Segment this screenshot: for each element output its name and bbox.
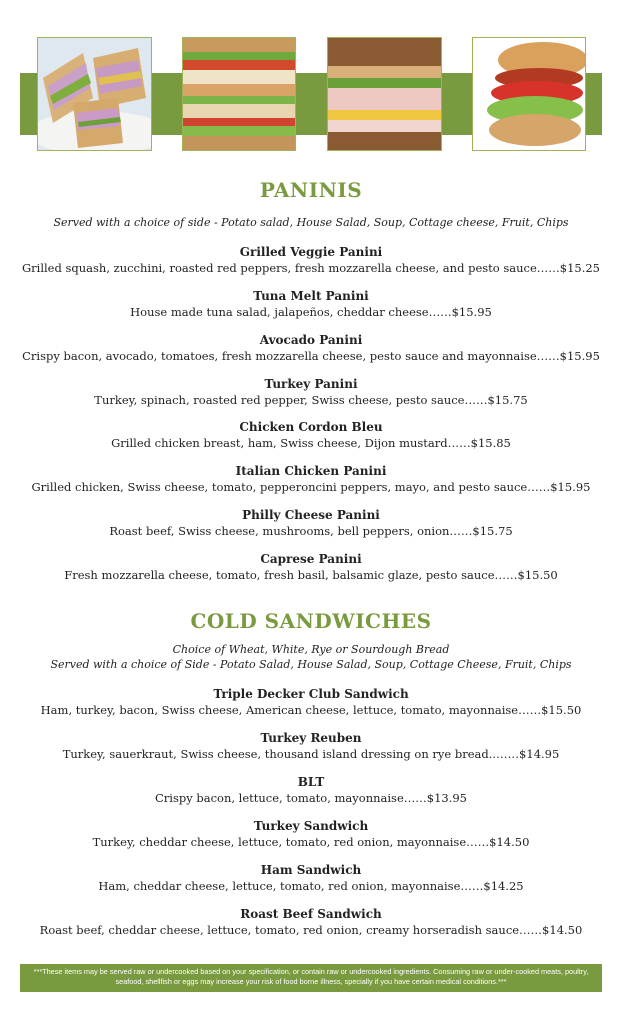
club-sandwich-photo <box>37 37 152 151</box>
turkey-stack-photo <box>182 37 296 151</box>
menu-item <box>0 552 622 583</box>
item-name: Turkey Reuben <box>260 731 362 745</box>
item-name: Triple Decker Club Sandwich <box>213 687 409 701</box>
cold-subtitle-side: Served with a choice of Side - Potato Salad, House Salad, Soup, Cottage Cheese, Fruit, Chips <box>50 658 572 671</box>
item-name: Chicken Cordon Bleu <box>239 420 383 434</box>
item-name: Tuna Melt Panini <box>253 289 369 303</box>
menu-item <box>0 907 622 938</box>
blt-photo <box>472 37 586 151</box>
ham-cheese-photo <box>327 37 442 151</box>
item-name: Avocado Panini <box>259 333 363 347</box>
menu-item <box>0 819 622 850</box>
item-desc: Turkey, spinach, roasted red pepper, Swiss cheese, pesto sauce……$15.75 <box>94 393 528 407</box>
item-desc: Grilled chicken breast, ham, Swiss cheese, Dijon mustard……$15.85 <box>111 436 511 450</box>
menu-item <box>0 420 622 451</box>
item-name: Roast Beef Sandwich <box>240 907 382 921</box>
paninis-title: PANINIS <box>259 178 363 202</box>
item-desc: Roast beef, Swiss cheese, mushrooms, bell peppers, onion……$15.75 <box>109 524 513 538</box>
item-desc: Ham, turkey, bacon, Swiss cheese, American cheese, lettuce, tomato, mayonnaise……$15.50 <box>40 703 582 717</box>
item-desc: Grilled chicken, Swiss cheese, tomato, pepperoncini peppers, mayo, and pesto sauce……$15.95 <box>31 480 591 494</box>
item-desc: Turkey, sauerkraut, Swiss cheese, thousand island dressing on rye bread..……$14.95 <box>62 747 560 761</box>
menu-item <box>0 333 622 364</box>
menu-item <box>0 863 622 894</box>
item-desc: Crispy bacon, avocado, tomatoes, fresh mozzarella cheese, pesto sauce and mayonnaise……$15.95 <box>22 349 600 363</box>
menu-item <box>0 245 622 276</box>
footer-disclaimer <box>20 964 602 992</box>
item-desc: Turkey, cheddar cheese, lettuce, tomato, red onion, mayonnaise……$14.50 <box>92 835 530 849</box>
item-name: BLT <box>297 775 325 789</box>
item-desc: Roast beef, cheddar cheese, lettuce, tomato, red onion, creamy horseradish sauce……$14.50 <box>39 923 583 937</box>
menu-item <box>0 377 622 408</box>
item-desc: Ham, cheddar cheese, lettuce, tomato, red onion, mayonnaise……$14.25 <box>98 879 524 893</box>
item-desc: Fresh mozzarella cheese, tomato, fresh basil, balsamic glaze, pesto sauce……$15.50 <box>64 568 558 582</box>
menu-item <box>0 508 622 539</box>
cold-subtitle-bread: Choice of Wheat, White, Rye or Sourdough Bread <box>172 643 450 656</box>
item-name: Caprese Panini <box>260 552 362 566</box>
item-name: Turkey Panini <box>264 377 358 391</box>
item-name: Italian Chicken Panini <box>235 464 387 478</box>
menu-item <box>0 731 622 762</box>
menu-item <box>0 687 622 718</box>
paninis-subtitle: Served with a choice of side - Potato salad, House Salad, Soup, Cottage cheese, Fruit, Chips <box>53 216 569 229</box>
item-desc: Grilled squash, zucchini, roasted red peppers, fresh mozzarella cheese, and pesto sauce……$15.25 <box>21 261 601 275</box>
item-desc: Crispy bacon, lettuce, tomato, mayonnaise……$13.95 <box>154 791 468 805</box>
item-desc: House made tuna salad, jalapeños, cheddar cheese……$15.95 <box>130 305 492 319</box>
item-name: Ham Sandwich <box>260 863 362 877</box>
cold-sandwiches-title: COLD SANDWICHES <box>190 609 432 633</box>
menu-item <box>0 464 622 495</box>
item-name: Grilled Veggie Panini <box>239 245 383 259</box>
disclaimer-text: ***These items may be served raw or undercooked based on your specification, or contain raw or undercooked ingredients. Consuming raw or under-cooked meats, poultry, seafood, shellfish or eggs may increase your risk of food borne illness, specially if you have certain medical conditions.*** <box>33 967 589 986</box>
menu-item <box>0 289 622 320</box>
item-name: Turkey Sandwich <box>253 819 369 833</box>
menu-item <box>0 775 622 806</box>
item-name: Philly Cheese Panini <box>242 508 380 522</box>
